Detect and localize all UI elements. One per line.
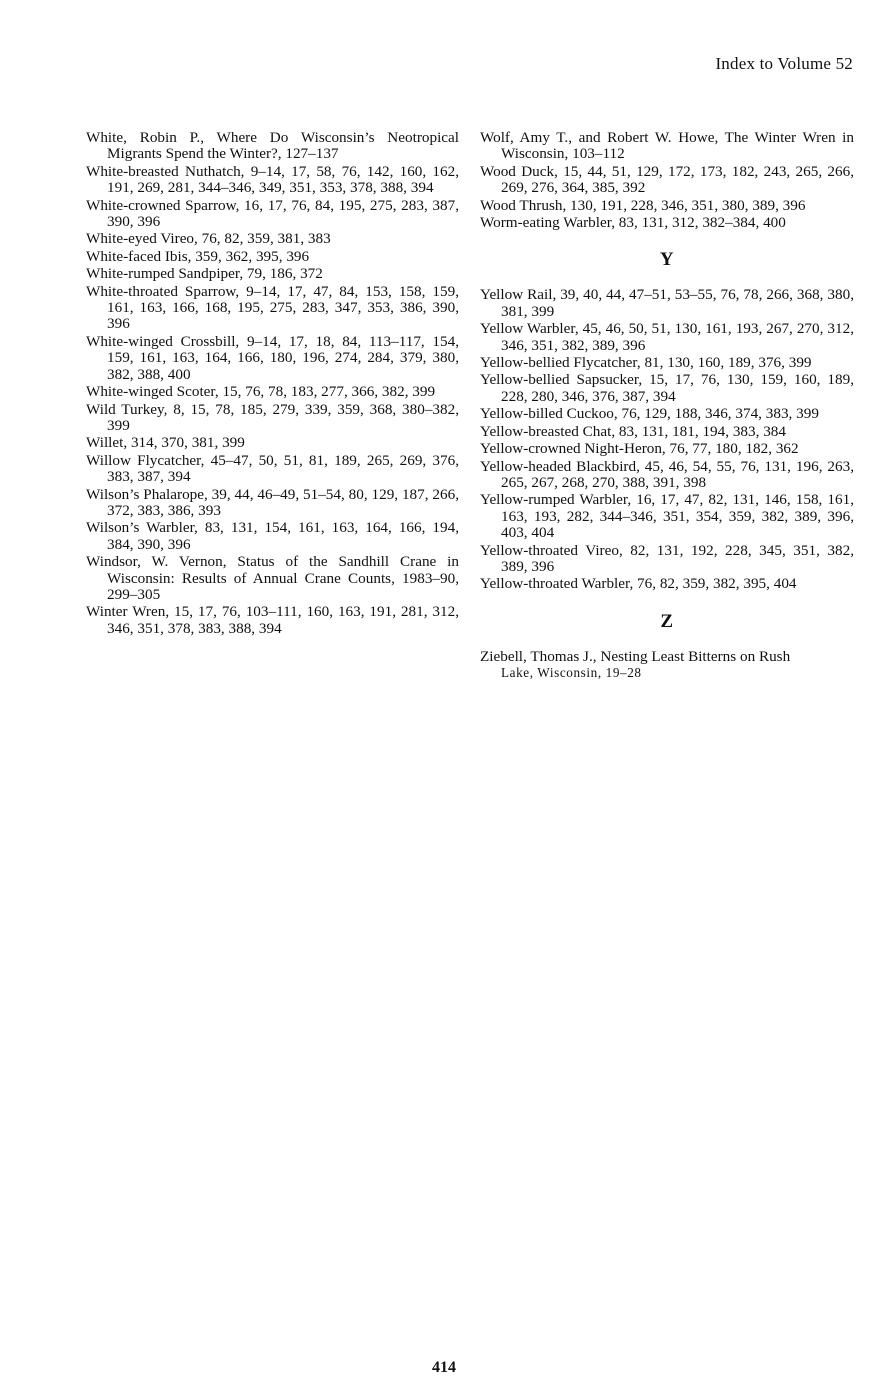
- index-entry: White-throated Sparrow, 9–14, 17, 47, 84, 153, 158, 159, 161, 163, 166, 168, 195, 275, 283, 347, 353, 386, 390, 396: [86, 282, 459, 333]
- index-entry: Yellow-bellied Sapsucker, 15, 17, 76, 130, 159, 160, 189, 228, 280, 346, 376, 387, 394: [480, 371, 854, 405]
- index-entry: White-winged Crossbill, 9–14, 17, 18, 84, 113–117, 154, 159, 161, 163, 164, 166, 180, 196, 274, 284, 379, 380, 382, 388, 400: [86, 332, 459, 383]
- index-entry: White, Robin P., Where Do Wisconsin’s Neotropical Migrants Spend the Winter?, 127–137: [86, 129, 459, 163]
- section-heading-y: Y: [659, 249, 675, 271]
- section-heading-z: Z: [660, 610, 674, 632]
- index-entry: Willet, 314, 370, 381, 399: [86, 434, 245, 452]
- right-column: [480, 130, 854, 683]
- index-entry: Windsor, W. Vernon, Status of the Sandhill Crane in Wisconsin: Results of Annual Crane Counts, 1983–90, 299–305: [86, 553, 459, 603]
- index-entry: Willow Flycatcher, 45–47, 50, 51, 81, 189, 265, 269, 376, 383, 387, 394: [86, 451, 459, 486]
- page-number: 414: [432, 1359, 456, 1376]
- index-entry: Wood Duck, 15, 44, 51, 129, 172, 173, 182, 243, 265, 266, 269, 276, 364, 385, 392: [480, 162, 854, 197]
- index-entry: Wild Turkey, 8, 15, 78, 185, 279, 339, 359, 368, 380–382, 399: [86, 400, 459, 434]
- index-entry: White-breasted Nuthatch, 9–14, 17, 58, 76, 142, 160, 162, 191, 269, 281, 344–346, 349, 351, 353, 378, 388, 394: [86, 162, 459, 197]
- index-entry: Yellow-bellied Flycatcher, 81, 130, 160, 189, 376, 399: [480, 354, 812, 372]
- index-entry: Yellow-rumped Warbler, 16, 17, 47, 82, 131, 146, 158, 161, 163, 193, 282, 344–346, 351, 354, 359, 382, 389, 396, 403, 404: [480, 491, 854, 542]
- index-entry: White-crowned Sparrow, 16, 17, 76, 84, 195, 275, 283, 387, 390, 396: [86, 196, 459, 231]
- index-entry: White-rumped Sandpiper, 79, 186, 372: [86, 265, 323, 283]
- running-head: Index to Volume 52: [715, 54, 853, 73]
- entry-text: Ziebell, Thomas J., Nesting Least Bitterns on Rush: [480, 647, 791, 665]
- index-entry: Yellow Warbler, 45, 46, 50, 51, 130, 161, 193, 267, 270, 312, 346, 351, 382, 389, 396: [480, 320, 854, 354]
- index-entry: Yellow-breasted Chat, 83, 131, 181, 194, 383, 384: [480, 422, 786, 440]
- index-entry: Yellow-crowned Night-Heron, 76, 77, 180, 182, 362: [480, 440, 799, 458]
- index-entry: Yellow-throated Warbler, 76, 82, 359, 382, 395, 404: [480, 575, 797, 593]
- entry-continuation: Lake, Wisconsin, 19–28: [501, 665, 642, 681]
- index-entry: Wolf, Amy T., and Robert W. Howe, The Winter Wren in Wisconsin, 103–112: [480, 129, 854, 163]
- index-entry: White-winged Scoter, 15, 76, 78, 183, 277, 366, 382, 399: [86, 383, 436, 401]
- index-entry: Wood Thrush, 130, 191, 228, 346, 351, 380, 389, 396: [480, 196, 806, 214]
- index-entry-ziebell: [480, 649, 854, 682]
- index-entry: Winter Wren, 15, 17, 76, 103–111, 160, 163, 191, 281, 312, 346, 351, 378, 383, 388, 394: [86, 603, 459, 637]
- index-entry: White-faced Ibis, 359, 362, 395, 396: [86, 247, 310, 265]
- index-entry: Wilson’s Phalarope, 39, 44, 46–49, 51–54, 80, 129, 187, 266, 372, 383, 386, 393: [86, 485, 459, 519]
- index-entry: Yellow-billed Cuckoo, 76, 129, 188, 346, 374, 383, 399: [480, 405, 819, 423]
- index-entry: Yellow Rail, 39, 40, 44, 47–51, 53–55, 76, 78, 266, 368, 380, 381, 399: [480, 286, 854, 320]
- index-entry: Worm-eating Warbler, 83, 131, 312, 382–384, 400: [480, 214, 786, 232]
- index-entry: Wilson’s Warbler, 83, 131, 154, 161, 163, 164, 166, 194, 384, 390, 396: [86, 519, 459, 553]
- index-entry: White-eyed Vireo, 76, 82, 359, 381, 383: [86, 230, 331, 248]
- left-column: [86, 130, 459, 638]
- index-entry: Yellow-throated Vireo, 82, 131, 192, 228, 345, 351, 382, 389, 396: [480, 541, 854, 575]
- index-entry: Yellow-headed Blackbird, 45, 46, 54, 55, 76, 131, 196, 263, 265, 267, 268, 270, 388, 391, 398: [480, 457, 854, 491]
